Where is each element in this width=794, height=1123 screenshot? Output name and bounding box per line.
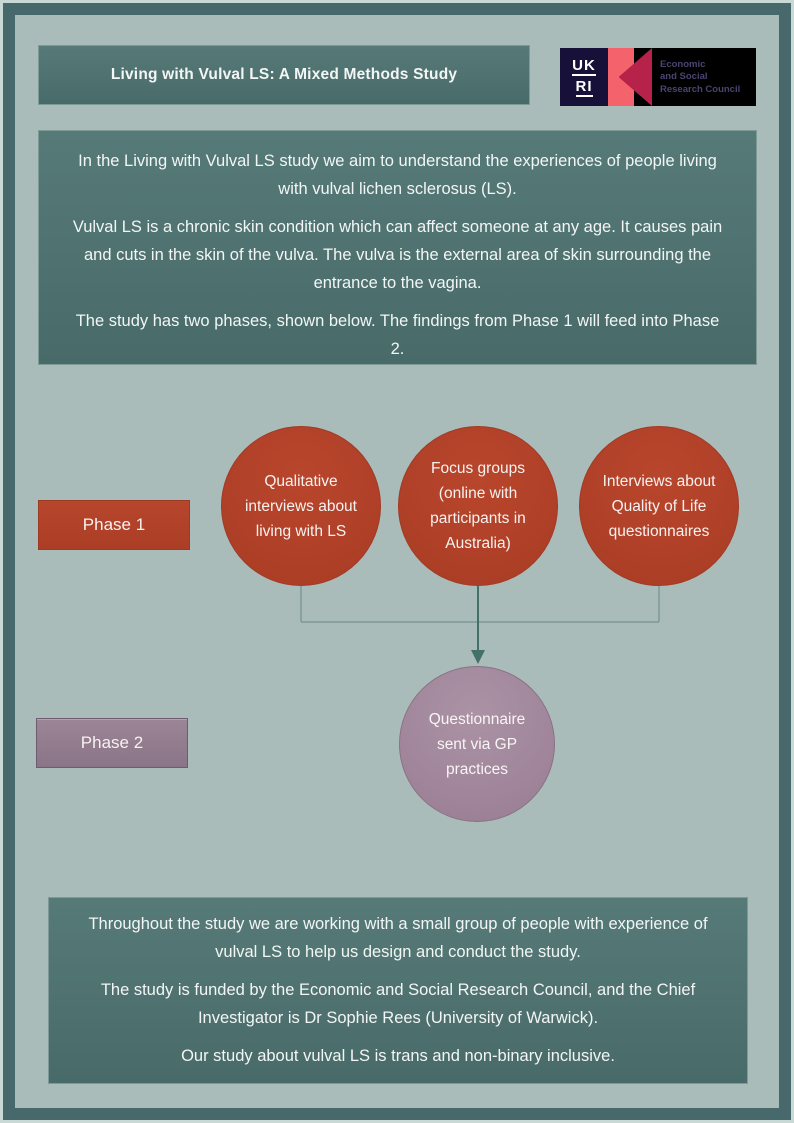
phase1-label: Phase 1 bbox=[82, 515, 146, 534]
ukri-logo-text-bottom: RI bbox=[575, 77, 593, 95]
footer-paragraph-2: The study is funded by the Economic and Social Research Council, and the Chief Investigator is Dr Sophie Rees (University of Warwick). bbox=[100, 981, 696, 1027]
arrow-down-icon bbox=[471, 650, 485, 664]
circle-label: Qualitative interviews about living with LS bbox=[244, 472, 357, 540]
phase2-label: Phase 2 bbox=[80, 733, 144, 752]
esrc-chevron-icon bbox=[608, 48, 652, 106]
ukri-esrc-logo bbox=[560, 48, 756, 106]
council-label-line3: Research Council bbox=[660, 83, 741, 95]
esrc-council-label bbox=[652, 48, 756, 106]
council-label-line1: Economic bbox=[660, 58, 706, 70]
circle-label: Focus groups (online with participants in Australia) bbox=[430, 460, 526, 552]
circle-label: Interviews about Quality of Life questionnaires bbox=[602, 472, 716, 540]
phase1-circle-qualitative-interviews bbox=[221, 426, 381, 586]
intro-panel bbox=[38, 130, 757, 365]
circle-label: Questionnaire sent via GP practices bbox=[428, 710, 526, 778]
phase1-label-box bbox=[38, 500, 190, 550]
page-title: Living with Vulval LS: A Mixed Methods Study bbox=[110, 66, 458, 83]
intro-paragraph-2: Vulval LS is a chronic skin condition which can affect someone at any age. It causes pain and cuts in the skin of the vulva. The vulva is the external area of skin surrounding the entrance to the vagina. bbox=[72, 218, 723, 292]
intro-paragraph-1: In the Living with Vulval LS study we aim to understand the experiences of people living with vulval lichen sclerosus (LS). bbox=[78, 152, 717, 198]
footer-paragraph-1: Throughout the study we are working with a small group of people with experience of vulval LS to help us design and conduct the study. bbox=[88, 915, 708, 961]
ukri-logo-block bbox=[560, 48, 608, 106]
phase1-circle-focus-groups bbox=[398, 426, 558, 586]
council-label-line2: and Social bbox=[660, 71, 708, 83]
header-title-box bbox=[38, 45, 530, 105]
footer-panel bbox=[48, 897, 748, 1084]
phase2-label-box bbox=[36, 718, 188, 768]
phase2-circle-questionnaire bbox=[399, 666, 555, 822]
ukri-logo-text-top: UK bbox=[572, 56, 596, 74]
phase-connector-lines bbox=[221, 580, 741, 672]
footer-paragraph-3: Our study about vulval LS is trans and non-binary inclusive. bbox=[181, 1047, 615, 1065]
phase1-circle-qol-interviews bbox=[579, 426, 739, 586]
intro-paragraph-3: The study has two phases, shown below. The findings from Phase 1 will feed into Phase 2. bbox=[75, 312, 720, 358]
